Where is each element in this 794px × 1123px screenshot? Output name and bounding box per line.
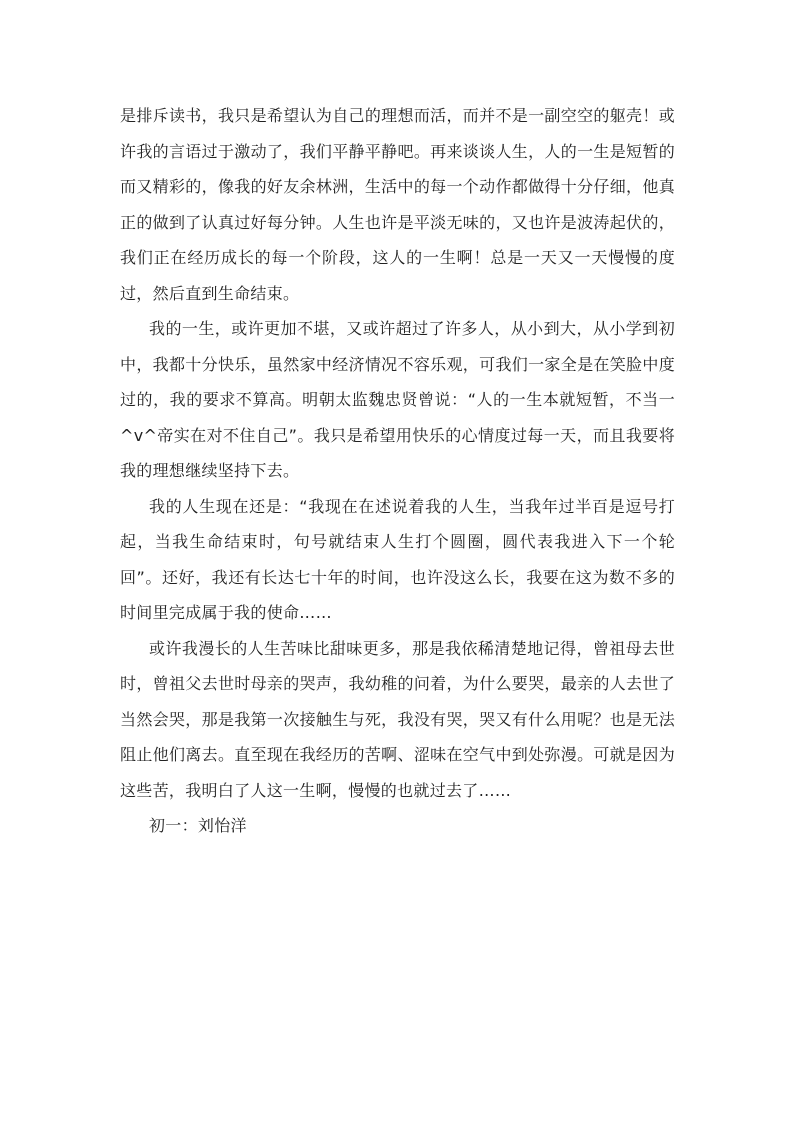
paragraph-3: 我的人生现在还是：“我现在在述说着我的人生，当我年过半百是逗号打起，当我生命结束时，句号就结束人生打个圆圈，圆代表我进入下一个轮回”。还好，我还有长达七十年的时间，也许没这么长，我要在这为数不多的时间里完成属于我的使命……	[120, 496, 675, 622]
paragraph-4: 或许我漫长的人生苦味比甜味更多，那是我依稀清楚地记得，曾祖母去世时，曾祖父去世时母亲的哭声，我幼稚的问着，为什么要哭，最亲的人去世了当然会哭，那是我第一次接触生与死，我没有哭，哭又有什么用呢？也是无法阻止他们离去。直至现在我经历的苦啊、涩味在空气中到处弥漫。可就是因为这些苦，我明白了人这一生啊，慢慢的也就过去了……	[120, 638, 675, 800]
essay-body	[120, 98, 675, 844]
author-signature: 初一：刘怡洋	[149, 816, 247, 835]
paragraph-1: 是排斥读书，我只是希望认为自己的理想而活，而并不是一副空空的躯壳！或许我的言语过于激动了，我们平静平静吧。再来谈谈人生，人的一生是短暂的而又精彩的，像我的好友余林洲，生活中的每一个动作都做得十分仔细，他真正的做到了认真过好每分钟。人生也许是平淡无味的，又也许是波涛起伏的，我们正在经历成长的每一个阶段，这人的一生啊！总是一天又一天慢慢的度过，然后直到生命结束。	[120, 106, 675, 303]
paragraph-2: 我的一生，或许更加不堪，又或许超过了许多人，从小到大，从小学到初中，我都十分快乐，虽然家中经济情况不容乐观，可我们一家全是在笑脸中度过的，我的要求不算高。明朝太监魏忠贤曾说：“人的一生本就短暂，不当一^v^帝实在对不住自己”。我只是希望用快乐的心情度过每一天，而且我要将我的理想继续坚持下去。	[120, 319, 675, 480]
